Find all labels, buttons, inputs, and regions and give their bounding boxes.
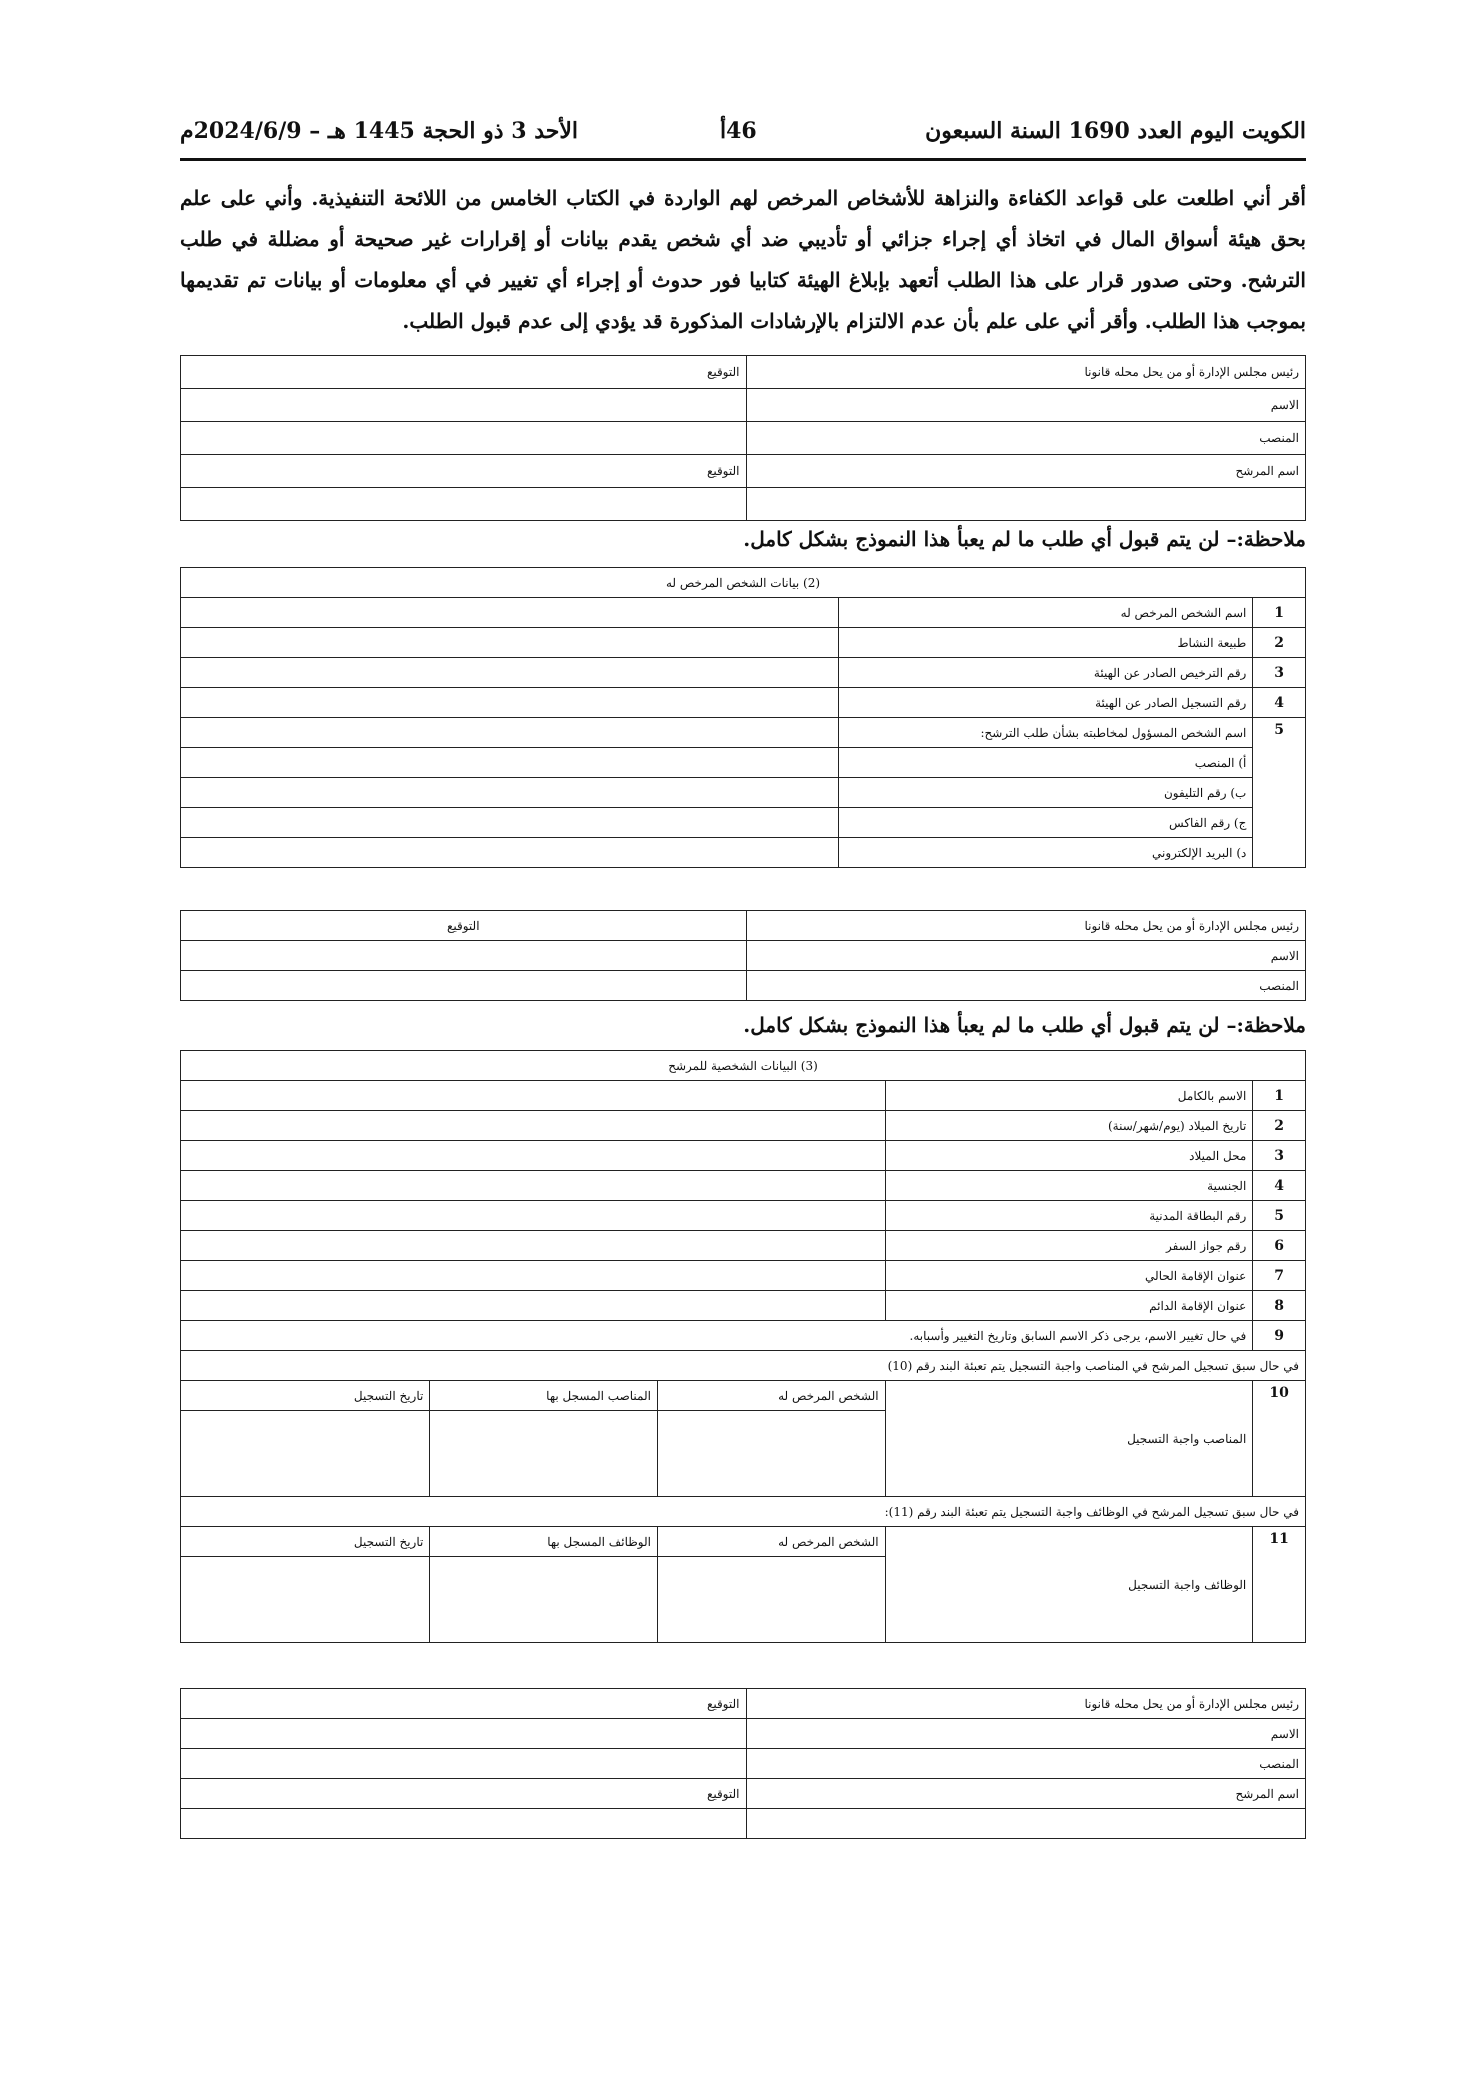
chairman-label: رئيس مجلس الإدارة أو من يحل محله قانونا: [746, 1689, 1306, 1719]
row-number: 9: [1253, 1321, 1306, 1351]
sub-row-label: ب) رقم التليفون: [839, 778, 1253, 808]
page-header: [180, 118, 1306, 158]
section-3-title: (3) البيانات الشخصية للمرشح: [181, 1051, 1306, 1081]
licensee-cell[interactable]: [657, 1411, 885, 1497]
row-number: 3: [1253, 1141, 1306, 1171]
signature-table-1: [180, 355, 1306, 521]
note-2: ملاحظة:– لن يتم قبول أي طلب ما لم يعبأ هذا النموذج بشكل كامل.: [743, 1013, 1306, 1037]
section-3-table: [180, 1050, 1306, 1643]
header-page-number: 46أ: [720, 118, 757, 144]
header-publication: الكويت اليوم العدد 1690 السنة السبعون: [925, 118, 1306, 144]
row-label: في حال تغيير الاسم، يرجى ذكر الاسم السابق وتاريخ التغيير وأسبابه.: [181, 1321, 1253, 1351]
row-label: رقم البطاقة المدنية: [885, 1201, 1253, 1231]
row-label: تاريخ الميلاد (يوم/شهر/سنة): [885, 1111, 1253, 1141]
section-2-title: (2) بيانات الشخص المرخص له: [181, 568, 1306, 598]
nominee-label: اسم المرشح: [746, 455, 1306, 488]
row-label: اسم الشخص المسؤول لمخاطبته بشأن طلب الترشح:: [839, 718, 1253, 748]
row-11-intro: في حال سبق تسجيل المرشح في الوظائف واجبة التسجيل يتم تعبئة البند رقم (11):: [181, 1497, 1306, 1527]
row-label: رقم التسجيل الصادر عن الهيئة: [839, 688, 1253, 718]
row-value-cell[interactable]: [181, 1141, 886, 1171]
sub-row-label: ج) رقم الفاكس: [839, 808, 1253, 838]
row-value-cell[interactable]: [181, 1231, 886, 1261]
nominee-signature-label: التوقيع: [181, 1779, 747, 1809]
row-number: 4: [1253, 1171, 1306, 1201]
row-number: 1: [1253, 598, 1306, 628]
name-value-cell[interactable]: [181, 941, 747, 971]
section-2-table: [180, 567, 1306, 868]
position-label: المنصب: [746, 971, 1306, 1001]
sub-row-value-cell[interactable]: [181, 748, 839, 778]
chairman-label: رئيس مجلس الإدارة أو من يحل محله قانونا: [746, 911, 1306, 941]
position-label: المنصب: [746, 1749, 1306, 1779]
row-number: 5: [1253, 1201, 1306, 1231]
row-value-cell[interactable]: [181, 658, 839, 688]
nominee-label: اسم المرشح: [746, 1779, 1306, 1809]
jobs-cell[interactable]: [430, 1557, 658, 1643]
nominee-signature-label: التوقيع: [181, 455, 747, 488]
name-value-cell[interactable]: [181, 389, 747, 422]
signature-label: التوقيع: [181, 356, 747, 389]
row-label: رقم جواز السفر: [885, 1231, 1253, 1261]
position-label: المنصب: [746, 422, 1306, 455]
row-value-cell[interactable]: [181, 1081, 886, 1111]
row-number: 8: [1253, 1291, 1306, 1321]
row-value-cell[interactable]: [181, 1171, 886, 1201]
position-value-cell[interactable]: [181, 971, 747, 1001]
row-label: المناصب واجبة التسجيل: [885, 1381, 1253, 1497]
sub-row-value-cell[interactable]: [181, 838, 839, 868]
row-label: اسم الشخص المرخص له: [839, 598, 1253, 628]
licensee-cell[interactable]: [657, 1557, 885, 1643]
registration-date-cell[interactable]: [181, 1557, 430, 1643]
row-value-cell[interactable]: [181, 718, 839, 748]
row-value-cell[interactable]: [181, 628, 839, 658]
header-date: الأحد 3 ذو الحجة 1445 هـ – 2024/6/9م: [180, 118, 579, 144]
row-number: 6: [1253, 1231, 1306, 1261]
row-value-cell[interactable]: [181, 1201, 886, 1231]
note-1: ملاحظة:– لن يتم قبول أي طلب ما لم يعبأ هذا النموذج بشكل كامل.: [743, 527, 1306, 551]
row-number: 5: [1253, 718, 1306, 868]
row-label: عنوان الإقامة الدائم: [885, 1291, 1253, 1321]
col-header: تاريخ التسجيل: [181, 1527, 430, 1557]
col-header: الوظائف المسجل بها: [430, 1527, 658, 1557]
sub-row-value-cell[interactable]: [181, 808, 839, 838]
name-label: الاسم: [746, 941, 1306, 971]
col-header: الشخص المرخص له: [657, 1381, 885, 1411]
row-value-cell[interactable]: [181, 1261, 886, 1291]
row-number: 3: [1253, 658, 1306, 688]
col-header: الشخص المرخص له: [657, 1527, 885, 1557]
nominee-value-cell[interactable]: [746, 488, 1306, 521]
row-number: 1: [1253, 1081, 1306, 1111]
col-header: تاريخ التسجيل: [181, 1381, 430, 1411]
row-label: الجنسية: [885, 1171, 1253, 1201]
row-number: 4: [1253, 688, 1306, 718]
position-value-cell[interactable]: [181, 422, 747, 455]
nominee-value-cell[interactable]: [746, 1809, 1306, 1839]
declaration-paragraph: أقر أني اطلعت على قواعد الكفاءة والنزاهة للأشخاص المرخص لهم الواردة في الكتاب الخامس من اللائحة التنفيذية. وأني على علم بحق هيئة أسواق المال في اتخاذ أي إجراء جزائي أو تأديبي ضد أي شخص يقدم بيانات أو إقرارات غير صحيحة أو مضللة في طلب الترشح. وحتى صدور قرار على هذا الطلب أتعهد بإبلاغ الهيئة كتابيا فور حدوث أو إجراء أي تغيير في أي معلومات أو بيانات تم تقديمها بموجب هذا الطلب. وأقر أني على علم بأن عدم الالتزام بالإرشادات المذكورة قد يؤدي إلى عدم قبول الطلب.: [180, 186, 1306, 333]
row-value-cell[interactable]: [181, 598, 839, 628]
row-label: الاسم بالكامل: [885, 1081, 1253, 1111]
row-number: 2: [1253, 1111, 1306, 1141]
sub-row-value-cell[interactable]: [181, 778, 839, 808]
chairman-label: رئيس مجلس الإدارة أو من يحل محله قانونا: [746, 356, 1306, 389]
name-value-cell[interactable]: [181, 1719, 747, 1749]
position-value-cell[interactable]: [181, 1749, 747, 1779]
signature-table-3: [180, 1688, 1306, 1839]
sub-row-label: أ) المنصب: [839, 748, 1253, 778]
row-number: 2: [1253, 628, 1306, 658]
row-10-intro: في حال سبق تسجيل المرشح في المناصب واجبة التسجيل يتم تعبئة البند رقم (10): [181, 1351, 1306, 1381]
row-number: 11: [1253, 1527, 1306, 1643]
row-label: طبيعة النشاط: [839, 628, 1253, 658]
name-label: الاسم: [746, 1719, 1306, 1749]
header-divider: [180, 158, 1306, 161]
row-label: محل الميلاد: [885, 1141, 1253, 1171]
row-number: 7: [1253, 1261, 1306, 1291]
nominee-signature-cell[interactable]: [181, 1809, 747, 1839]
row-value-cell[interactable]: [181, 1291, 886, 1321]
name-label: الاسم: [746, 389, 1306, 422]
signature-label: التوقيع: [181, 911, 747, 941]
row-number: 10: [1253, 1381, 1306, 1497]
sub-row-label: د) البريد الإلكتروني: [839, 838, 1253, 868]
row-label: رقم الترخيص الصادر عن الهيئة: [839, 658, 1253, 688]
row-value-cell[interactable]: [181, 1111, 886, 1141]
positions-cell[interactable]: [430, 1411, 658, 1497]
signature-table-2: [180, 910, 1306, 1001]
nominee-signature-cell[interactable]: [181, 488, 747, 521]
row-label: عنوان الإقامة الحالي: [885, 1261, 1253, 1291]
signature-label: التوقيع: [181, 1689, 747, 1719]
col-header: المناصب المسجل بها: [430, 1381, 658, 1411]
registration-date-cell[interactable]: [181, 1411, 430, 1497]
row-value-cell[interactable]: [181, 688, 839, 718]
row-label: الوظائف واجبة التسجيل: [885, 1527, 1253, 1643]
